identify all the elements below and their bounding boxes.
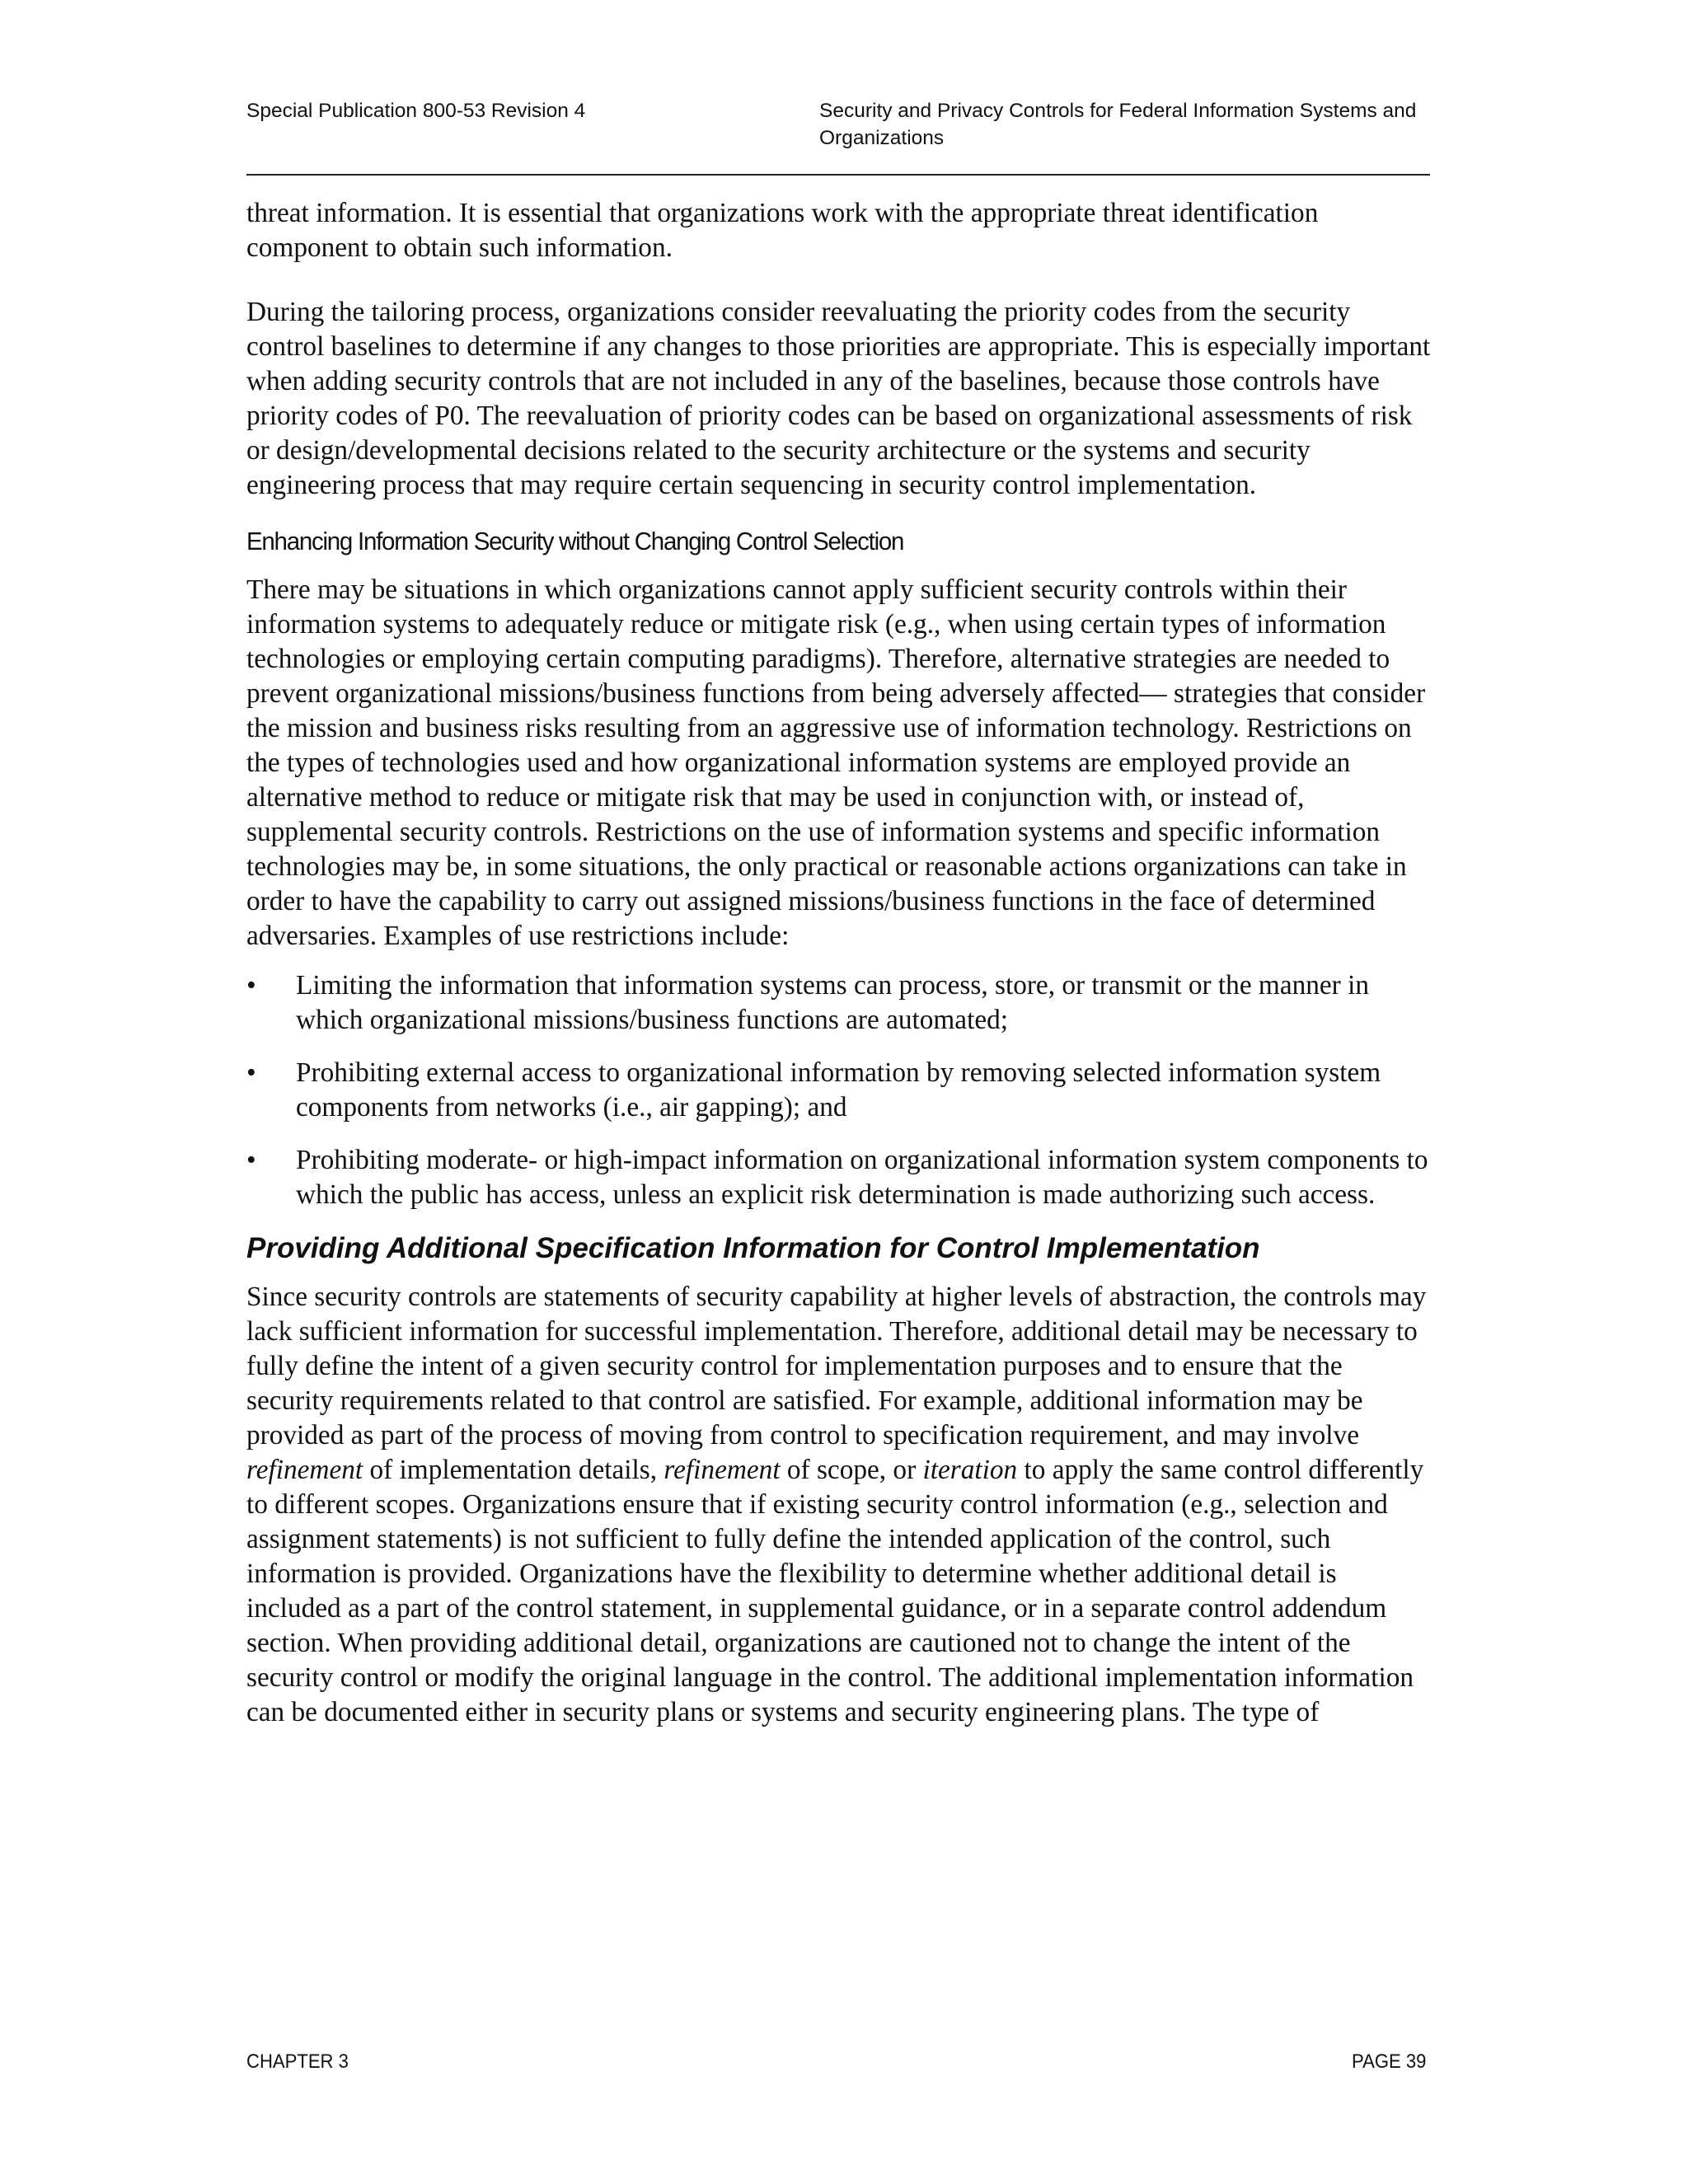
paragraph-additional-specification bbox=[246, 1280, 1433, 1730]
bullet-icon: • bbox=[246, 970, 256, 1001]
paragraph-text: Since security controls are statements of security capability at higher levels of abstraction, the controls may lack sufficient information for successful implementation. Therefore, additional detail may be necessary to fully define the intent of a given security control for implementation purposes and to ensure that the security requirements related to that control are satisfied. For example, additional information may be provided as part of the process of moving from control to specification requirement, and may involve bbox=[246, 1282, 1427, 1451]
list-item-text: Limiting the information that information systems can process, store, or transmit or the manner in which organizational missions/business functions are automated; bbox=[296, 970, 1369, 1035]
paragraph-tailoring-process: During the tailoring process, organizations consider reevaluating the priority codes from the security control baselines to determine if any changes to those priorities are appropriate. This is especially important when adding security controls that are not included in any of the baselines, because those controls have priority codes of P0. The reevaluation of priority codes can be based on organizational assessments of risk or design/developmental decisions related to the security architecture or the systems and security engineering process that may require certain sequencing in security control implementation. bbox=[246, 297, 1431, 500]
header-divider bbox=[246, 174, 1430, 176]
list-item bbox=[246, 1056, 1433, 1125]
list-item bbox=[246, 1143, 1433, 1212]
emphasis-text: iteration bbox=[922, 1455, 1018, 1485]
emphasis-text: refinement bbox=[663, 1455, 781, 1485]
paragraph-use-restrictions: There may be situations in which organizations cannot apply sufficient security controls within their information systems to adequately reduce or mitigate risk (e.g., when using certain types of information technologies or employing certain computing paradigms). Therefore, alternative strategies are needed to prevent organizational missions/business functions from being adversely affected— strategies that consider the mission and business risks resulting from an aggressive use of information technology. Restrictions on the types of technologies used and how organizational information systems are employed provide an alternative method to reduce or mitigate risk that may be used in conjunction with, or instead of, supplemental security controls. Restrictions on the use of information systems and specific information technologies may be, in some situations, the only practical or reasonable actions organizations can take in order to have the capability to carry out assigned missions/business functions in the face of determined adversaries. Examples of use restrictions include: bbox=[246, 574, 1426, 951]
paragraph-text: to apply the same control differently to different scopes. Organizations ensure that if existing security control information (e.g., selection and assignment statements) is not sufficient to fully define the intended application of the control, such information is provided. Organizations have the flexibility to determine whether additional detail is included as a part of the control statement, in supplemental guidance, or in a separate control addendum section. When providing additional detail, organizations are cautioned not to change the intent of the security control or modify the original language in the control. The additional implementation information can be documented either in security plans or systems and security engineering plans. The type of bbox=[246, 1455, 1424, 1727]
list-item-text: Prohibiting external access to organizational information by removing selected information system components from networks (i.e., air gapping); and bbox=[296, 1057, 1381, 1122]
paragraph-threat-information: threat information. It is essential that organizations work with the appropriate threat identification component to obtain such information. bbox=[246, 198, 1319, 263]
document-title: Security and Privacy Controls for Federal Information Systems and Organizations bbox=[819, 100, 1417, 149]
paragraph-text: of scope, or bbox=[780, 1455, 923, 1485]
emphasis-text: refinement bbox=[246, 1455, 363, 1485]
list-item bbox=[246, 968, 1433, 1038]
section-heading: Providing Additional Specification Information for Control Implementation bbox=[246, 1232, 1260, 1264]
footer-page-number: PAGE 39 bbox=[1352, 2050, 1427, 2073]
bullet-icon: • bbox=[246, 1145, 256, 1175]
restrictions-list bbox=[246, 968, 1433, 1212]
list-item-text: Prohibiting moderate- or high-impact information on organizational information system components to which the public has access, unless an explicit risk determination is made authorizing such access. bbox=[296, 1145, 1428, 1210]
paragraph-text: of implementation details, bbox=[363, 1455, 664, 1485]
footer-chapter: CHAPTER 3 bbox=[246, 2050, 349, 2073]
section-subheading: Enhancing Information Security without Changing Control Selection bbox=[246, 527, 904, 555]
publication-title: Special Publication 800-53 Revision 4 bbox=[246, 100, 586, 122]
page-body bbox=[246, 196, 1433, 1730]
bullet-icon: • bbox=[246, 1057, 256, 1088]
